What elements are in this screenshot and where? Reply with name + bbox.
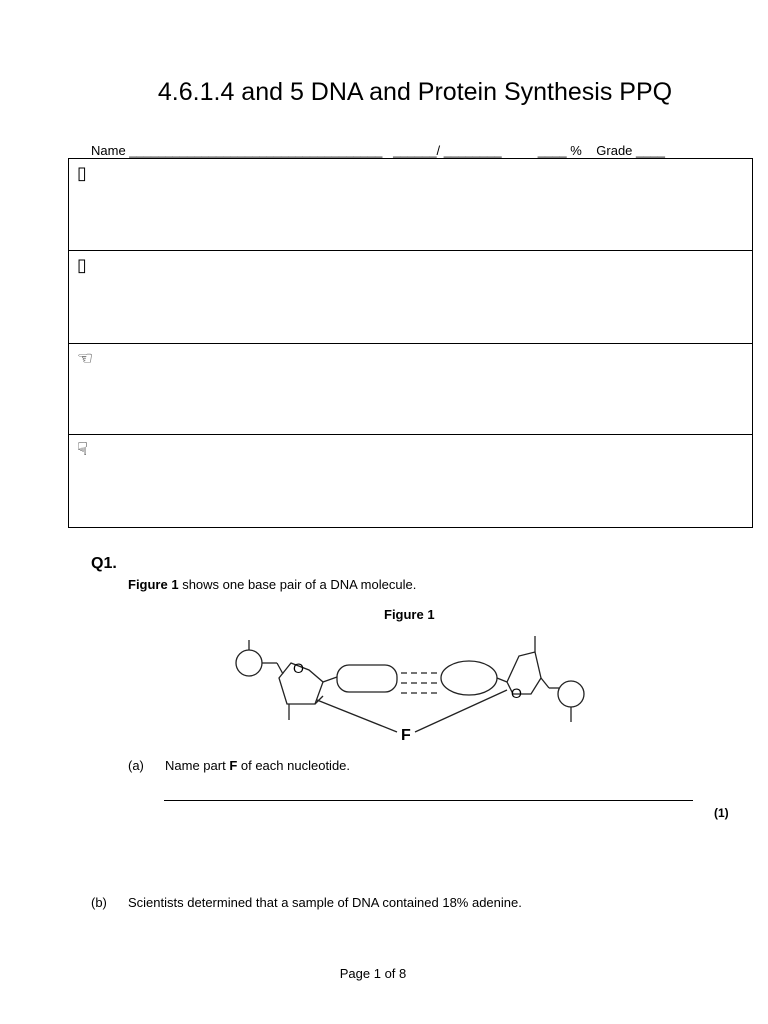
placeholder-box-icon: ▯ xyxy=(77,255,87,276)
right-phosphate-circle xyxy=(558,681,584,707)
pointing-down-hand-icon: ☟ xyxy=(77,439,88,460)
figure-reference: Figure 1 xyxy=(128,577,179,592)
question-number: Q1. xyxy=(91,555,117,572)
part-b-question: Scientists determined that a sample of DNA contained 18% adenine. xyxy=(128,895,522,910)
part-a-text-before: Name part xyxy=(165,758,230,773)
page-title: 4.6.1.4 and 5 DNA and Protein Synthesis PPQ xyxy=(157,78,673,106)
pointer-line-left xyxy=(317,700,397,732)
right-oxygen-label: O xyxy=(511,685,522,701)
figure-label-f: F xyxy=(401,727,411,744)
placeholder-box-icon: ▯ xyxy=(77,163,87,184)
page-footer: Page 1 of 8 xyxy=(339,966,407,981)
left-base xyxy=(337,665,397,692)
feedback-box-1 xyxy=(68,158,753,251)
marks-label: (1) xyxy=(714,806,729,820)
left-oxygen-label: O xyxy=(293,660,304,676)
feedback-box-3 xyxy=(68,343,753,435)
student-details-line: Name ___________________________________ ______/ ________ ____ % Grade ____ xyxy=(91,143,665,158)
part-a-text-after: of each nucleotide. xyxy=(237,758,351,773)
pointer-line-right xyxy=(415,690,507,732)
left-phosphate-circle xyxy=(236,650,262,676)
part-a-letter: (a) xyxy=(128,758,144,773)
intro-text: shows one base pair of a DNA molecule. xyxy=(178,577,417,592)
dna-base-pair-diagram xyxy=(225,632,595,747)
feedback-box-4 xyxy=(68,434,753,528)
right-base xyxy=(441,661,497,695)
part-a-question xyxy=(165,758,350,773)
figure-caption: Figure 1 xyxy=(384,607,435,622)
question-intro xyxy=(128,577,416,592)
answer-line[interactable] xyxy=(164,800,693,801)
pointing-hand-icon: ☜ xyxy=(77,348,94,369)
part-b-letter: (b) xyxy=(91,895,107,910)
feedback-box-2 xyxy=(68,250,753,344)
part-a-text-bold: F xyxy=(229,758,238,773)
